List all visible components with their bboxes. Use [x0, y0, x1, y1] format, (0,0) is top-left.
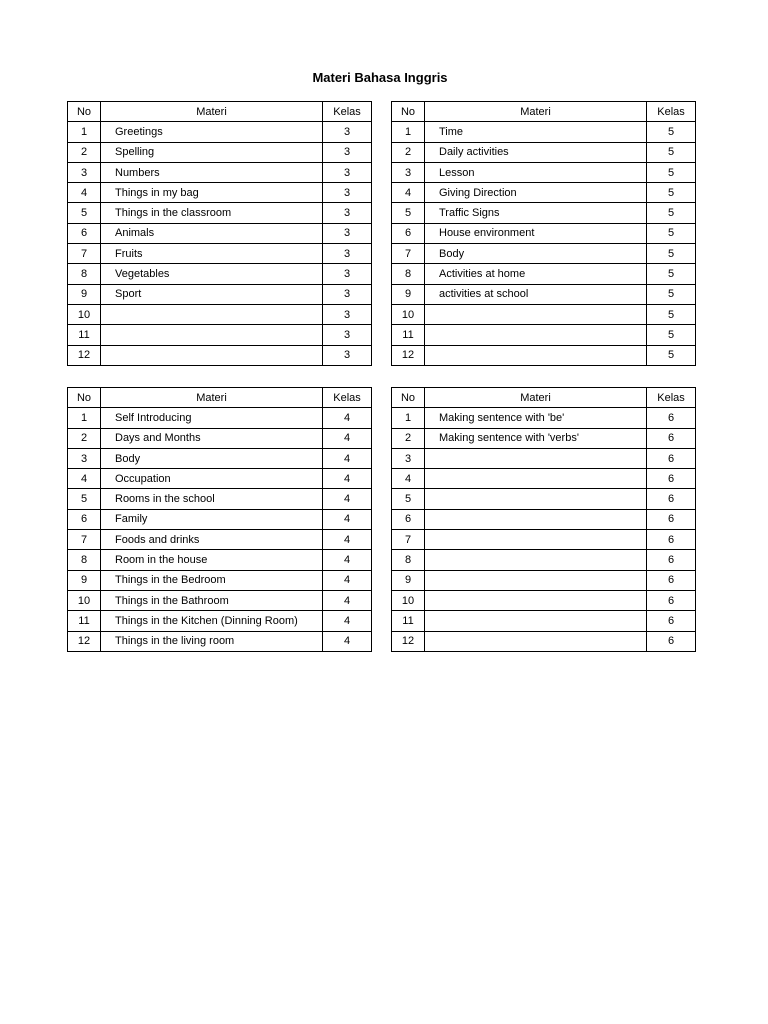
table-row — [392, 122, 696, 142]
row-no: 6 — [68, 509, 101, 529]
header-no: No — [392, 102, 425, 122]
table-row — [68, 162, 372, 182]
row-materi: Foods and drinks — [101, 530, 323, 550]
row-kelas: 3 — [323, 304, 372, 324]
row-kelas: 3 — [323, 122, 372, 142]
row-no: 10 — [68, 304, 101, 324]
row-materi: Making sentence with 'verbs' — [425, 428, 647, 448]
row-kelas: 5 — [647, 325, 696, 345]
row-materi: Things in my bag — [101, 183, 323, 203]
row-kelas: 5 — [647, 122, 696, 142]
row-kelas: 5 — [647, 162, 696, 182]
materi-table-kelas-6 — [391, 387, 696, 652]
table-row — [68, 142, 372, 162]
row-no: 10 — [392, 304, 425, 324]
header-kelas: Kelas — [323, 102, 372, 122]
page-title: Materi Bahasa Inggris — [312, 70, 448, 85]
row-no: 1 — [68, 408, 101, 428]
row-no: 12 — [392, 345, 425, 365]
header-no: No — [68, 388, 101, 408]
row-no: 10 — [392, 590, 425, 610]
row-kelas: 3 — [323, 203, 372, 223]
table-row — [392, 570, 696, 590]
row-kelas: 3 — [323, 345, 372, 365]
header-row — [392, 102, 696, 122]
row-kelas: 6 — [647, 631, 696, 651]
row-materi: Body — [101, 448, 323, 468]
row-kelas: 5 — [647, 183, 696, 203]
row-no: 6 — [392, 223, 425, 243]
row-no: 9 — [392, 284, 425, 304]
table-row — [68, 183, 372, 203]
row-no: 11 — [68, 325, 101, 345]
table-row — [68, 611, 372, 631]
row-materi — [101, 325, 323, 345]
row-kelas: 4 — [323, 611, 372, 631]
row-no: 4 — [392, 183, 425, 203]
row-no: 10 — [68, 590, 101, 610]
row-kelas: 3 — [323, 223, 372, 243]
row-kelas: 3 — [323, 142, 372, 162]
header-no: No — [392, 388, 425, 408]
header-materi: Materi — [425, 388, 647, 408]
row-materi — [101, 304, 323, 324]
row-kelas: 6 — [647, 590, 696, 610]
row-kelas: 4 — [323, 408, 372, 428]
row-no: 12 — [392, 631, 425, 651]
row-no: 8 — [392, 550, 425, 570]
row-no: 7 — [392, 530, 425, 550]
row-kelas: 5 — [647, 264, 696, 284]
row-kelas: 6 — [647, 550, 696, 570]
row-materi: Sport — [101, 284, 323, 304]
table-row — [392, 325, 696, 345]
row-materi: Spelling — [101, 142, 323, 162]
row-materi: Things in the Bedroom — [101, 570, 323, 590]
row-materi: Self Introducing — [101, 408, 323, 428]
row-materi: Activities at home — [425, 264, 647, 284]
row-kelas: 4 — [323, 509, 372, 529]
table-row — [392, 408, 696, 428]
table-row — [68, 590, 372, 610]
table-row — [68, 428, 372, 448]
row-materi — [425, 325, 647, 345]
row-materi: Vegetables — [101, 264, 323, 284]
row-materi: Body — [425, 244, 647, 264]
table-row — [392, 530, 696, 550]
row-no: 7 — [392, 244, 425, 264]
row-no: 11 — [392, 611, 425, 631]
header-kelas: Kelas — [323, 388, 372, 408]
header-row — [68, 388, 372, 408]
row-materi — [425, 570, 647, 590]
row-materi: Lesson — [425, 162, 647, 182]
row-no: 4 — [68, 183, 101, 203]
row-no: 12 — [68, 631, 101, 651]
row-no: 6 — [392, 509, 425, 529]
row-no: 9 — [68, 570, 101, 590]
row-no: 5 — [392, 489, 425, 509]
table-row — [392, 203, 696, 223]
row-materi: Traffic Signs — [425, 203, 647, 223]
table-row — [68, 284, 372, 304]
row-materi: Room in the house — [101, 550, 323, 570]
table-row — [68, 122, 372, 142]
table-row — [392, 428, 696, 448]
row-materi — [425, 448, 647, 468]
row-no: 8 — [68, 264, 101, 284]
row-kelas: 6 — [647, 611, 696, 631]
row-kelas: 4 — [323, 590, 372, 610]
table-row — [68, 530, 372, 550]
row-kelas: 5 — [647, 223, 696, 243]
row-materi — [425, 530, 647, 550]
table-row — [68, 448, 372, 468]
row-no: 9 — [68, 284, 101, 304]
row-no: 3 — [392, 162, 425, 182]
row-kelas: 5 — [647, 244, 696, 264]
row-kelas: 3 — [323, 284, 372, 304]
row-no: 11 — [68, 611, 101, 631]
table-row — [68, 244, 372, 264]
table-row — [392, 631, 696, 651]
row-kelas: 3 — [323, 162, 372, 182]
row-kelas: 6 — [647, 428, 696, 448]
row-materi: Things in the Kitchen (Dinning Room) — [101, 611, 323, 631]
table-row — [68, 203, 372, 223]
row-no: 2 — [68, 428, 101, 448]
table-row — [68, 469, 372, 489]
row-no: 9 — [392, 570, 425, 590]
row-no: 1 — [392, 408, 425, 428]
row-kelas: 3 — [323, 264, 372, 284]
row-no: 4 — [392, 469, 425, 489]
row-materi: Family — [101, 509, 323, 529]
row-kelas: 3 — [323, 244, 372, 264]
header-materi: Materi — [101, 102, 323, 122]
row-kelas: 4 — [323, 448, 372, 468]
table-row — [392, 183, 696, 203]
row-materi: Giving Direction — [425, 183, 647, 203]
row-kelas: 5 — [647, 284, 696, 304]
table-row — [68, 570, 372, 590]
row-kelas: 4 — [323, 550, 372, 570]
row-kelas: 5 — [647, 345, 696, 365]
row-no: 11 — [392, 325, 425, 345]
row-materi — [425, 590, 647, 610]
table-row — [392, 284, 696, 304]
table-row — [392, 142, 696, 162]
row-no: 1 — [68, 122, 101, 142]
row-materi: Occupation — [101, 469, 323, 489]
row-no: 2 — [392, 428, 425, 448]
row-materi — [425, 509, 647, 529]
row-kelas: 6 — [647, 570, 696, 590]
row-no: 2 — [68, 142, 101, 162]
row-materi: House environment — [425, 223, 647, 243]
row-kelas: 4 — [323, 428, 372, 448]
row-kelas: 6 — [647, 489, 696, 509]
table-row — [392, 304, 696, 324]
row-kelas: 6 — [647, 530, 696, 550]
row-kelas: 3 — [323, 325, 372, 345]
row-materi: Numbers — [101, 162, 323, 182]
row-kelas: 3 — [323, 183, 372, 203]
materi-table-kelas-3 — [67, 101, 372, 366]
row-materi — [425, 611, 647, 631]
table-row — [68, 489, 372, 509]
row-materi: Things in the classroom — [101, 203, 323, 223]
header-materi: Materi — [425, 102, 647, 122]
row-materi: Daily activities — [425, 142, 647, 162]
row-kelas: 5 — [647, 304, 696, 324]
table-row — [68, 264, 372, 284]
row-materi: Animals — [101, 223, 323, 243]
row-materi: Days and Months — [101, 428, 323, 448]
row-no: 4 — [68, 469, 101, 489]
row-kelas: 4 — [323, 530, 372, 550]
table-row — [68, 223, 372, 243]
row-materi — [425, 345, 647, 365]
row-kelas: 5 — [647, 203, 696, 223]
table-row — [392, 489, 696, 509]
table-row — [392, 469, 696, 489]
table-row — [392, 448, 696, 468]
row-materi — [425, 631, 647, 651]
row-kelas: 4 — [323, 469, 372, 489]
header-no: No — [68, 102, 101, 122]
row-no: 3 — [68, 448, 101, 468]
materi-table-kelas-5 — [391, 101, 696, 366]
header-kelas: Kelas — [647, 102, 696, 122]
row-materi: Fruits — [101, 244, 323, 264]
row-no: 6 — [68, 223, 101, 243]
header-kelas: Kelas — [647, 388, 696, 408]
row-materi — [101, 345, 323, 365]
table-row — [392, 223, 696, 243]
table-row — [392, 345, 696, 365]
table-row — [68, 509, 372, 529]
row-materi: Rooms in the school — [101, 489, 323, 509]
table-row — [68, 408, 372, 428]
table-row — [392, 162, 696, 182]
header-row — [68, 102, 372, 122]
row-kelas: 6 — [647, 448, 696, 468]
table-row — [68, 325, 372, 345]
row-no: 2 — [392, 142, 425, 162]
row-kelas: 4 — [323, 631, 372, 651]
row-materi — [425, 304, 647, 324]
table-row — [68, 304, 372, 324]
row-no: 5 — [392, 203, 425, 223]
table-row — [392, 244, 696, 264]
row-kelas: 6 — [647, 509, 696, 529]
row-materi: Making sentence with 'be' — [425, 408, 647, 428]
row-kelas: 5 — [647, 142, 696, 162]
row-no: 3 — [392, 448, 425, 468]
row-kelas: 6 — [647, 408, 696, 428]
row-materi: Greetings — [101, 122, 323, 142]
row-materi — [425, 550, 647, 570]
row-materi: Things in the living room — [101, 631, 323, 651]
row-kelas: 4 — [323, 570, 372, 590]
table-row — [68, 550, 372, 570]
row-no: 7 — [68, 530, 101, 550]
row-no: 7 — [68, 244, 101, 264]
row-materi: activities at school — [425, 284, 647, 304]
table-row — [392, 611, 696, 631]
row-no: 1 — [392, 122, 425, 142]
row-no: 5 — [68, 203, 101, 223]
table-row — [68, 631, 372, 651]
row-kelas: 4 — [323, 489, 372, 509]
row-no: 5 — [68, 489, 101, 509]
row-no: 8 — [68, 550, 101, 570]
row-no: 8 — [392, 264, 425, 284]
table-row — [68, 345, 372, 365]
table-row — [392, 590, 696, 610]
row-materi: Things in the Bathroom — [101, 590, 323, 610]
row-materi: Time — [425, 122, 647, 142]
table-row — [392, 264, 696, 284]
header-materi: Materi — [101, 388, 323, 408]
row-materi — [425, 489, 647, 509]
row-kelas: 6 — [647, 469, 696, 489]
header-row — [392, 388, 696, 408]
row-no: 12 — [68, 345, 101, 365]
row-no: 3 — [68, 162, 101, 182]
table-row — [392, 550, 696, 570]
table-row — [392, 509, 696, 529]
materi-table-kelas-4 — [67, 387, 372, 652]
row-materi — [425, 469, 647, 489]
